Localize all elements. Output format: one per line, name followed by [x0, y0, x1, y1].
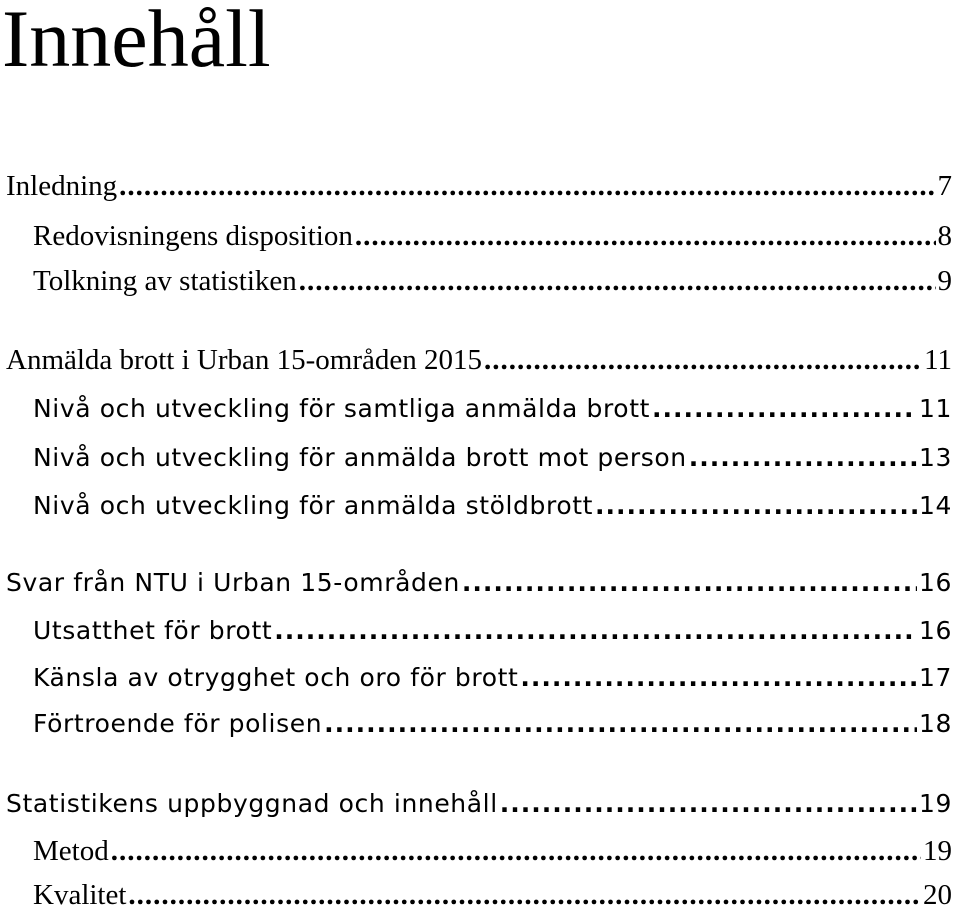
dot-leader [299, 261, 936, 301]
toc-entry-label: Tolkning av statistiken [33, 265, 297, 297]
toc-entry-page: 17 [918, 663, 952, 692]
toc-entry-label: Redovisningens disposition [33, 220, 353, 252]
toc-entry-page: 13 [918, 443, 952, 472]
toc-entry-inledning [6, 166, 952, 206]
toc-entry-redovisningens-disposition [33, 216, 952, 256]
toc-entry-statistikens-uppbyggnad [6, 784, 952, 824]
toc-entry-label: Känsla av otrygghet och oro för brott [33, 663, 519, 692]
toc-entry-samtliga-anmalda-brott [33, 389, 952, 429]
toc-entry-kansla-av-otrygghet [33, 658, 952, 698]
dot-leader [355, 216, 936, 256]
dot-leader [500, 784, 917, 824]
toc-entry-label: Nivå och utveckling för samtliga anmälda brott [33, 394, 651, 423]
toc-entry-page: 11 [924, 344, 952, 376]
toc-entry-page: 11 [918, 394, 952, 423]
toc-entry-stoldbrott [33, 486, 952, 526]
toc-entry-svar-fran-ntu [6, 563, 952, 603]
toc-entry-page: 16 [918, 568, 952, 597]
dot-leader [595, 486, 917, 526]
toc-entry-label: Kvalitet [33, 879, 127, 911]
toc-entry-page: 16 [918, 616, 952, 645]
toc-entry-tolkning-av-statistiken [33, 261, 952, 301]
toc-entry-label: Nivå och utveckling för anmälda stöldbrott [33, 491, 594, 520]
page-title: Innehåll [2, 0, 271, 84]
toc-entry-page: 14 [918, 491, 952, 520]
toc-entry-label: Utsatthet för brott [33, 616, 273, 645]
dot-leader [274, 611, 917, 651]
dot-leader [484, 340, 922, 380]
toc-entry-label: Metod [33, 835, 109, 867]
dot-leader [324, 704, 917, 744]
toc-entry-brott-mot-person [33, 438, 952, 478]
toc-entry-page: 20 [923, 879, 952, 911]
toc-entry-label: Nivå och utveckling för anmälda brott mot person [33, 443, 687, 472]
toc-entry-page: 18 [918, 709, 952, 738]
dot-leader [119, 166, 935, 206]
toc-entry-page: 19 [918, 789, 952, 818]
dot-leader [689, 438, 917, 478]
toc-entry-label: Svar från NTU i Urban 15-områden [6, 568, 460, 597]
dot-leader [128, 875, 921, 915]
toc-entry-label: Förtroende för polisen [33, 709, 323, 738]
toc-entry-metod [33, 831, 952, 871]
toc-entry-label: Anmälda brott i Urban 15-områden 2015 [6, 344, 482, 376]
dot-leader [652, 389, 917, 429]
toc-entry-page: 8 [937, 220, 952, 252]
toc-entry-label: Statistikens uppbyggnad och innehåll [6, 789, 498, 818]
toc-entry-page: 19 [923, 835, 952, 867]
dot-leader [462, 563, 917, 603]
toc-entry-page: 9 [937, 265, 952, 297]
toc-entry-label: Inledning [6, 170, 118, 202]
dot-leader [520, 658, 917, 698]
toc-entry-fortroende-for-polisen [33, 704, 952, 744]
toc-entry-anmalda-brott [6, 340, 952, 380]
toc-entry-utsatthet-for-brott [33, 611, 952, 651]
dot-leader [111, 831, 921, 871]
toc-entry-page: 7 [937, 170, 952, 202]
toc-entry-kvalitet [33, 875, 952, 915]
